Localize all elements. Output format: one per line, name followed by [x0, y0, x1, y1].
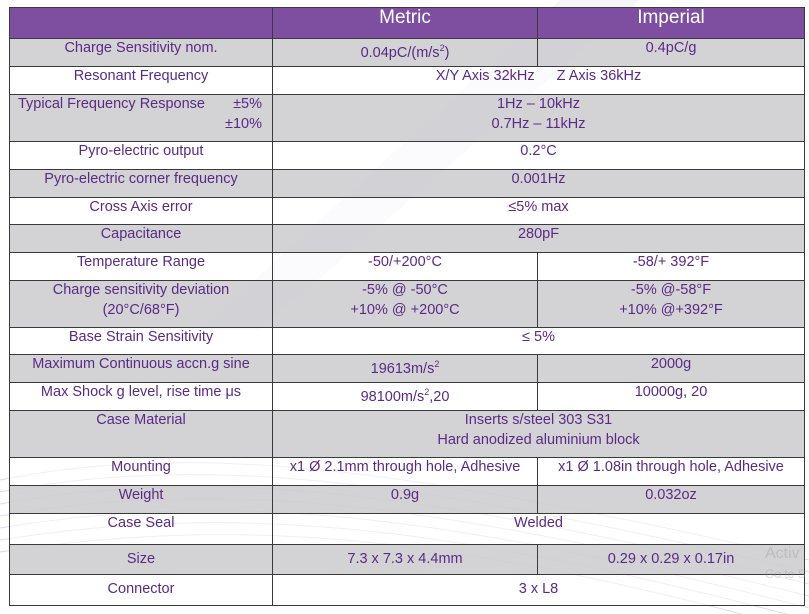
- freq-response-label: Typical Frequency Response: [18, 96, 205, 112]
- table-row: [10, 281, 805, 328]
- row-label: Maximum Continuous accn.g sine: [10, 355, 273, 383]
- pyro-output-value: 0.2°C: [273, 142, 805, 170]
- row-label: Case Seal: [10, 514, 273, 545]
- imperial-value: x1 Ø 1.08in through hole, Adhesive: [538, 458, 805, 486]
- table-row: [10, 545, 805, 575]
- row-label: Capacitance: [10, 225, 273, 253]
- header-metric: Metric: [273, 8, 538, 39]
- row-label: Max Shock g level, rise time μs: [10, 383, 273, 411]
- table-row: [10, 514, 805, 545]
- imperial-value: -58/+ 392°F: [538, 253, 805, 281]
- table-row: [10, 142, 805, 170]
- row-label: Base Strain Sensitivity: [10, 328, 273, 355]
- metric-value: 0.9g: [273, 486, 538, 514]
- row-label: Charge Sensitivity nom.: [10, 39, 273, 67]
- table-row: [10, 458, 805, 486]
- cross-axis-value: ≤5% max: [273, 198, 805, 225]
- imperial-value: 10000g, 20: [538, 383, 805, 411]
- row-label: Cross Axis error: [10, 198, 273, 225]
- capacitance-value: 280pF: [273, 225, 805, 253]
- table-row: [10, 170, 805, 198]
- base-strain-value: ≤ 5%: [273, 328, 805, 355]
- resonant-value: X/Y Axis 32kHz Z Axis 36kHz: [273, 67, 805, 95]
- imperial-value: 0.032oz: [538, 486, 805, 514]
- row-label: [10, 95, 273, 142]
- metric-value: 7.3 x 7.3 x 4.4mm: [273, 545, 538, 575]
- header-row: [10, 8, 805, 39]
- table-row: [10, 67, 805, 95]
- row-label: Weight: [10, 486, 273, 514]
- metric-value: -5% @ -50°C +10% @ +200°C: [273, 281, 538, 328]
- table-row: [10, 383, 805, 411]
- metric-value: $0.04pC/(m/s^2)$: [273, 39, 538, 67]
- row-label: Pyro-electric corner frequency: [10, 170, 273, 198]
- connector-value: 3 x L8: [273, 575, 805, 606]
- table-row: [10, 95, 805, 142]
- spec-table: [9, 7, 805, 606]
- header-blank-cell: [10, 8, 273, 39]
- freq-response-value: 1Hz – 10kHz 0.7Hz – 11kHz: [273, 95, 805, 142]
- imperial-value: 0.4pC/g: [538, 39, 805, 67]
- imperial-value: -5% @-58°F +10% @+392°F: [538, 281, 805, 328]
- metric-value: -50/+200°C: [273, 253, 538, 281]
- table-row: [10, 575, 805, 606]
- row-label: Charge sensitivity deviation (20°C/68°F): [10, 281, 273, 328]
- row-label: Case Material: [10, 411, 273, 458]
- row-label: Pyro-electric output: [10, 142, 273, 170]
- row-label: Connector: [10, 575, 273, 606]
- table-row: [10, 225, 805, 253]
- case-material-value: Inserts s/steel 303 S31 Hard anodized aluminium block: [273, 411, 805, 458]
- table-row: [10, 486, 805, 514]
- table-row: [10, 328, 805, 355]
- table-row: [10, 411, 805, 458]
- table-row: [10, 198, 805, 225]
- row-label: Size: [10, 545, 273, 575]
- imperial-value: 0.29 x 0.29 x 0.17in: [538, 545, 805, 575]
- metric-value: $19613m/s^2$: [273, 355, 538, 383]
- activation-watermark: Activ Go to S: [765, 545, 806, 581]
- tol-1: ±5%: [233, 96, 262, 112]
- row-label: Temperature Range: [10, 253, 273, 281]
- tol-2: ±10%: [225, 115, 262, 132]
- pyro-corner-value: 0.001Hz: [273, 170, 805, 198]
- imperial-value: 2000g: [538, 355, 805, 383]
- table-row: [10, 253, 805, 281]
- row-label: Mounting: [10, 458, 273, 486]
- row-label: Resonant Frequency: [10, 67, 273, 95]
- table-row: [10, 39, 805, 67]
- metric-value: $98100m/s^2,20$: [273, 383, 538, 411]
- header-imperial: Imperial: [538, 8, 805, 39]
- case-seal-value: Welded: [273, 514, 805, 545]
- metric-value: x1 Ø 2.1mm through hole, Adhesive: [273, 458, 538, 486]
- table-row: [10, 355, 805, 383]
